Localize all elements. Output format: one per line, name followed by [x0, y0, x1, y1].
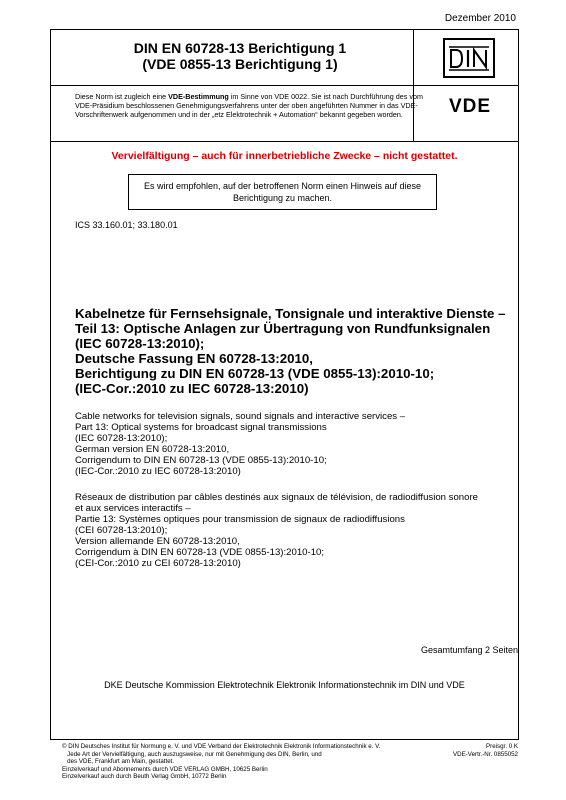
- french-title-line: (CEI 60728-13:2010);: [75, 525, 168, 536]
- footer-line: des VDE, Frankfurt am Main, gestattet.: [62, 758, 175, 766]
- title-line-1: DIN EN 60728-13 Berichtigung 1: [133, 40, 347, 56]
- german-title-line: Teil 13: Optische Anlagen zur Übertragung von Rundfunksignalen: [75, 321, 491, 336]
- english-title-line: (IEC 60728-13:2010);: [75, 433, 168, 444]
- reproduction-warning: Vervielfältigung – auch für innerbetriebliche Zwecke – nicht gestattet.: [111, 150, 458, 162]
- footer-line: Jede Art der Vervielfältigung, auch auszugsweise, nur mit Genehmigung des DIN, Berlin, und: [62, 750, 322, 758]
- title-divider: [413, 30, 414, 142]
- document-title: [75, 40, 405, 72]
- french-title-line: Partie 13: Systèmes optiques pour transmission de signaux de radiodiffusions: [75, 514, 405, 525]
- footer-line: Einzelverkauf auch durch Beuth Verlag GmbH, 10772 Berlin: [62, 773, 227, 781]
- price-info: [453, 743, 518, 758]
- german-title: [75, 306, 515, 396]
- vde-logo: [440, 95, 500, 115]
- french-title-line: (CEI-Cor.:2010 zu CEI 60728-13:2010): [75, 558, 241, 569]
- french-title: [75, 492, 515, 569]
- english-title: [75, 411, 515, 477]
- price-group: Preisgr. 0 K: [486, 743, 518, 750]
- english-title-line: Corrigendum to DIN EN 60728-13 (VDE 0855-13):2010-10;: [75, 455, 327, 466]
- french-title-line: Réseaux de distribution par câbles destinés aux signaux de télévision, de radiodiffusion sonore: [75, 492, 479, 503]
- header-divider: [51, 85, 518, 86]
- notice-divider: [51, 141, 518, 142]
- english-title-line: Cable networks for television signals, sound signals and interactive services –: [75, 411, 406, 422]
- footer-line: Einzelverkauf und Abonnements durch VDE VERLAG GMBH, 10625 Berlin: [62, 765, 268, 773]
- svg-text:VDE: VDE: [448, 96, 492, 115]
- german-title-line: Kabelnetze für Fernsehsignale, Tonsignale und interaktive Dienste –: [75, 306, 506, 321]
- german-title-line: Deutsche Fassung EN 60728-13:2010,: [75, 351, 313, 366]
- vde-notice: Diese Norm ist zugleich eine VDE-Bestimmung im Sinne von VDE 0022. Sie ist nach Durchführung des vom VDE-Präsidium beschlossenen Genehmigungsverfahrens unter der oben angeführten Nummer in das VDE-Vorschriftenwerk aufgenommen und in der „etz Elektrotechnik + Automation“ bekannt gegeben worden.: [75, 92, 423, 119]
- copyright-footer: [62, 743, 402, 781]
- french-title-line: Version allemande EN 60728-13:2010,: [75, 536, 240, 547]
- footer-line: © DIN Deutsches Institut für Normung e. V. und VDE Verband der Elektrotechnik Elektronik Informationstechnik e. V.: [62, 743, 381, 750]
- german-title-line: Berichtigung zu DIN EN 60728-13 (VDE 0855-13):2010-10;: [75, 366, 435, 381]
- recommendation-box: Es wird empfohlen, auf der betroffenen Norm einen Hinweis auf diese Berichtigung zu machen.: [128, 174, 437, 210]
- vde-bestimmung-label: VDE-Bestimmung: [168, 92, 229, 101]
- german-title-line: (IEC 60728-13:2010);: [75, 336, 205, 351]
- french-title-line: et aux services interactifs –: [75, 503, 191, 514]
- english-title-line: Part 13: Optical systems for broadcast signal transmissions: [75, 422, 327, 433]
- dke-committee: DKE Deutsche Kommission Elektrotechnik Elektronik Informationstechnik im DIN und VDE: [104, 680, 465, 690]
- english-title-line: German version EN 60728-13:2010,: [75, 444, 230, 455]
- din-logo: [443, 38, 495, 78]
- order-number: VDE-Vertr.-Nr. 0855052: [453, 750, 518, 758]
- publication-date: Dezember 2010: [444, 13, 516, 24]
- title-line-2: (VDE 0855-13 Berichtigung 1): [142, 56, 338, 72]
- total-pages: Gesamtumfang 2 Seiten: [420, 645, 518, 655]
- english-title-line: (IEC-Cor.:2010 zu IEC 60728-13:2010): [75, 466, 241, 477]
- german-title-line: (IEC-Cor.:2010 zu IEC 60728-13:2010): [75, 381, 309, 396]
- french-title-line: Corrigendum à DIN EN 60728-13 (VDE 0855-13):2010-10;: [75, 547, 325, 558]
- ics-codes: ICS 33.160.01; 33.180.01: [75, 220, 178, 230]
